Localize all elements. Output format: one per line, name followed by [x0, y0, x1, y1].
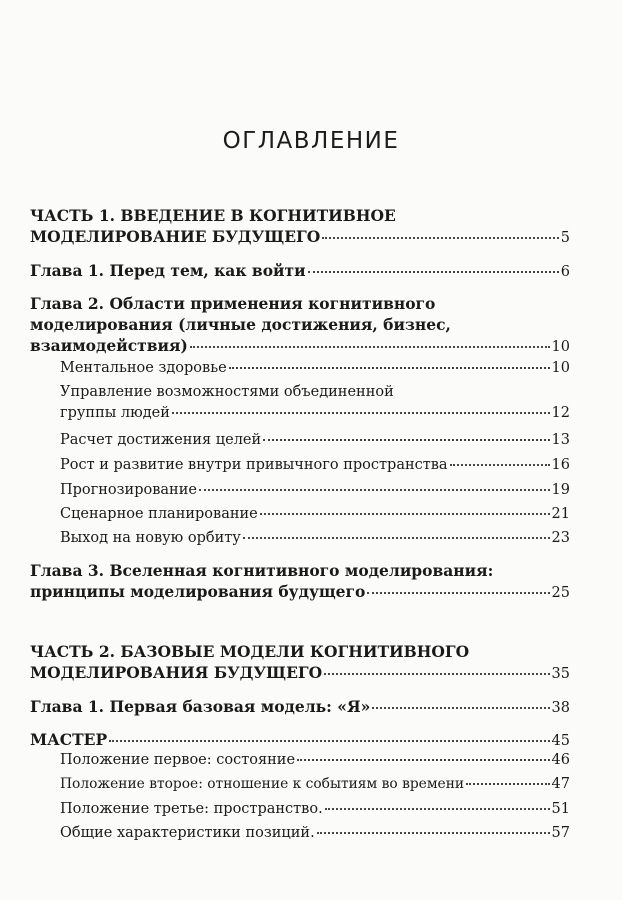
- toc-entry-text: ЧАСТЬ 1. ВВЕДЕНИЕ В КОГНИТИВНОЕ: [30, 206, 396, 225]
- page-number: 47: [551, 776, 570, 792]
- page-number: 45: [551, 733, 570, 749]
- toc-entry-text: Выход на новую орбиту: [60, 530, 241, 546]
- toc-entry-master[interactable]: [30, 729, 570, 752]
- toc-entry-text: Расчет достижения целей: [60, 432, 262, 448]
- dot-leader: [317, 832, 550, 834]
- toc-entry-text: Прогнозирование: [60, 482, 197, 498]
- dot-leader: [325, 808, 550, 810]
- toc-entry-text: МОДЕЛИРОВАНИЕ БУДУЩЕГО: [30, 227, 321, 246]
- toc-entry-section[interactable]: [60, 382, 570, 424]
- toc-entry-text: взаимодействия): [30, 336, 188, 355]
- toc-entry-section[interactable]: [60, 430, 570, 451]
- toc-entry-text: Положение первое: состояние: [60, 752, 296, 768]
- page-number: 51: [551, 801, 570, 817]
- toc-entry-section[interactable]: [60, 480, 570, 501]
- dot-leader: [367, 592, 549, 594]
- toc-entry-text: МОДЕЛИРОВАНИЯ БУДУЩЕГО: [30, 663, 323, 682]
- page-number: 16: [551, 457, 570, 473]
- page-number: 19: [551, 482, 570, 498]
- page-number: 10: [551, 360, 570, 376]
- toc-entry-section[interactable]: [60, 799, 570, 820]
- dot-leader: [109, 740, 549, 742]
- toc-entry-text: Рост и развитие внутри привычного пространства: [60, 457, 448, 473]
- toc-entry-chapter-1[interactable]: [30, 260, 570, 283]
- dot-leader: [260, 513, 550, 515]
- toc-entry-chapter-3[interactable]: [30, 560, 570, 604]
- toc-entry-text: ЧАСТЬ 2. БАЗОВЫЕ МОДЕЛИ КОГНИТИВНОГО: [30, 642, 470, 661]
- dot-leader: [372, 707, 549, 709]
- dot-leader: [243, 537, 550, 539]
- page-number: 13: [551, 432, 570, 448]
- page-number: 35: [551, 666, 570, 682]
- toc-entry-text: Положение третье: пространство.: [60, 801, 323, 817]
- dot-leader: [308, 271, 559, 273]
- toc-entry-section[interactable]: [60, 823, 570, 844]
- page-number: 21: [551, 506, 570, 522]
- dot-leader: [450, 464, 550, 466]
- dot-leader: [199, 489, 550, 491]
- toc-entry-text: Ментальное здоровье: [60, 360, 227, 376]
- dot-leader: [172, 412, 550, 414]
- toc-entry-section[interactable]: [60, 528, 570, 549]
- toc-entry-part-1[interactable]: [30, 205, 570, 249]
- page-number: 6: [560, 264, 570, 280]
- toc-entry-text: моделирования (личные достижения, бизнес,: [30, 315, 451, 334]
- toc-entry-text: Глава 3. Вселенная когнитивного моделирования:: [30, 561, 494, 580]
- dot-leader: [263, 439, 549, 441]
- toc-entry-text: Общие характеристики позиций.: [60, 825, 315, 841]
- toc-entry-text: Управление возможностями объединенной: [60, 384, 394, 400]
- toc-entry-chapter-1[interactable]: [30, 696, 570, 719]
- toc-entry-text: МАСТЕР: [30, 730, 108, 749]
- dot-leader: [190, 346, 550, 348]
- dot-leader: [297, 759, 550, 761]
- page-number: 12: [551, 405, 570, 421]
- page-number: 46: [551, 752, 570, 768]
- page-number: 23: [551, 530, 570, 546]
- toc-entry-text: принципы моделирования будущего: [30, 582, 366, 601]
- page-number: 10: [551, 339, 570, 355]
- page-title: ОГЛАВЛЕНИЕ: [222, 128, 400, 154]
- page-number: 38: [551, 700, 570, 716]
- toc-entry-text: Глава 1. Перед тем, как войти: [30, 261, 306, 280]
- toc-entry-text: группы людей: [60, 405, 170, 421]
- toc-entry-text: Сценарное планирование: [60, 506, 258, 522]
- toc-entry-section[interactable]: [60, 750, 570, 771]
- page-number: 57: [551, 825, 570, 841]
- page-number: 25: [551, 585, 570, 601]
- page-number: 5: [560, 230, 570, 246]
- toc-entry-chapter-2[interactable]: [30, 293, 570, 358]
- toc-entry-text: Положение второе: отношение к событиям во времени: [60, 776, 465, 792]
- dot-leader: [229, 367, 550, 369]
- toc-entry-section[interactable]: [60, 774, 570, 795]
- dot-leader: [466, 783, 549, 785]
- toc-entry-text: Глава 1. Первая базовая модель: «Я»: [30, 697, 371, 716]
- dot-leader: [324, 673, 549, 675]
- dot-leader: [322, 237, 559, 239]
- toc-entry-text: Глава 2. Области применения когнитивного: [30, 294, 436, 313]
- toc-entry-section[interactable]: [60, 358, 570, 379]
- toc-entry-section[interactable]: [60, 504, 570, 525]
- toc-entry-section[interactable]: [60, 455, 570, 476]
- toc-entry-part-2[interactable]: [30, 641, 570, 685]
